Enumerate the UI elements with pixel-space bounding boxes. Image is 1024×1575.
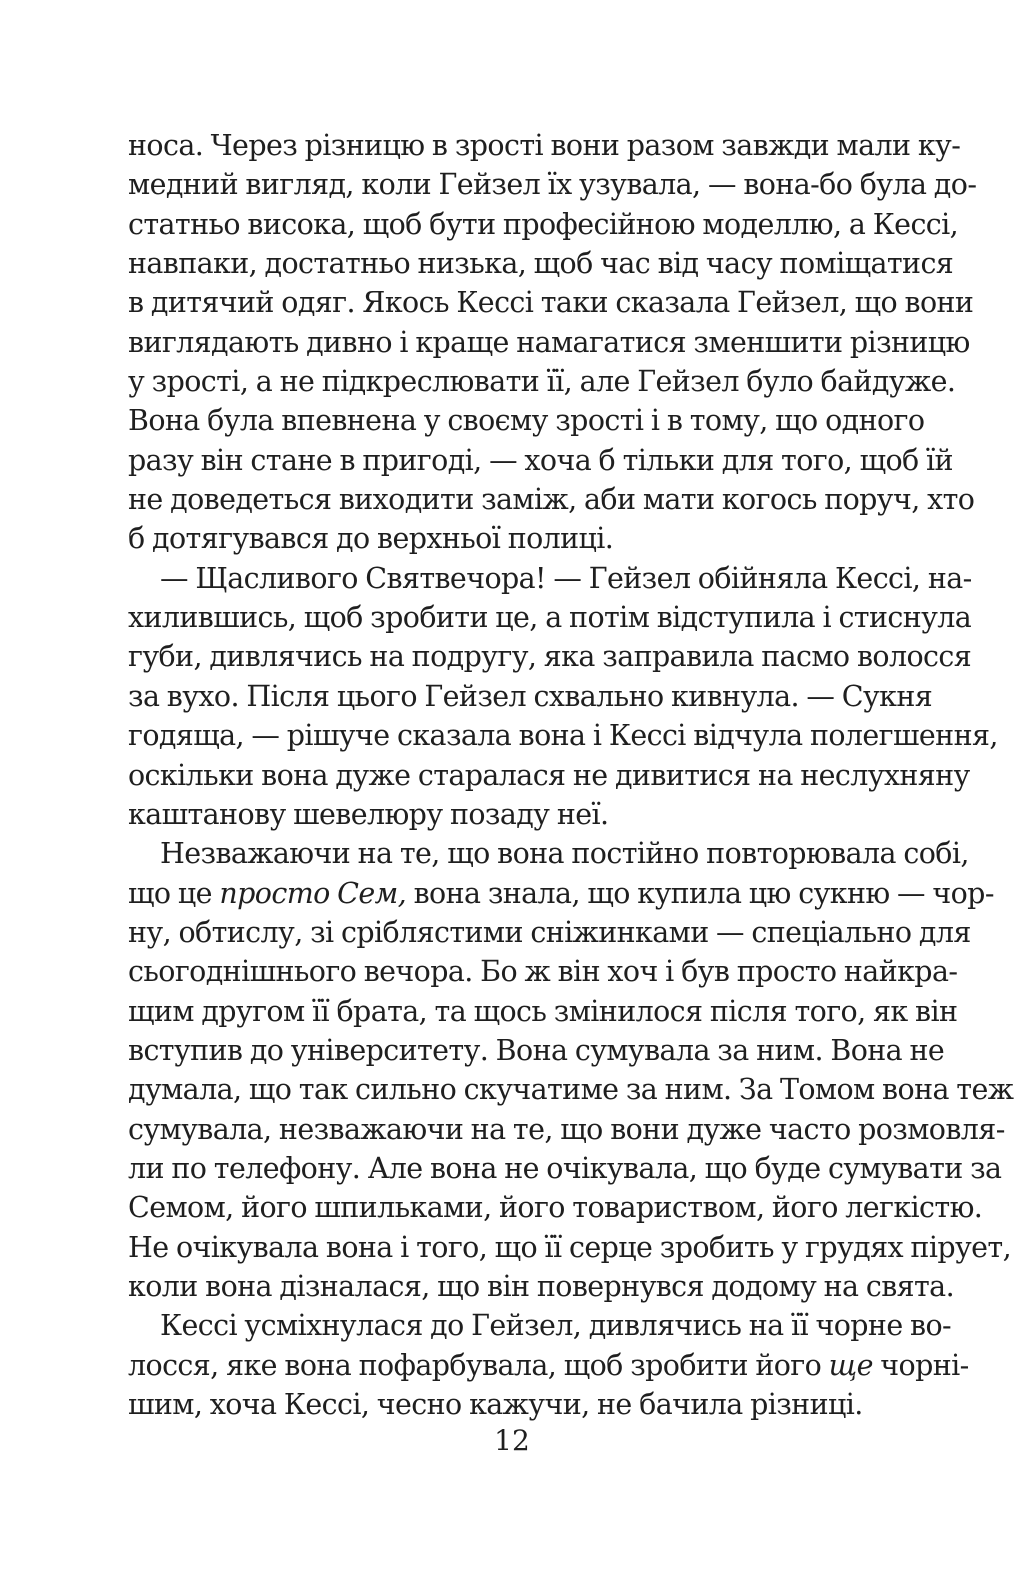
text-segment: б дотягувався до верхньої полиці. bbox=[128, 522, 614, 556]
text-line bbox=[128, 756, 970, 795]
text-line bbox=[128, 519, 903, 558]
text-line bbox=[128, 126, 961, 165]
text-segment: вона знала, що купила цю сукню — чор- bbox=[406, 876, 994, 910]
italic-text: ще bbox=[828, 1348, 873, 1382]
text-segment: думала, що так сильно скучатиме за ним. За Томом вона теж bbox=[128, 1073, 1014, 1107]
body-text bbox=[128, 126, 1014, 1424]
text-segment: сумувала, незважаючи на те, що вони дуже часто розмовля- bbox=[128, 1112, 1005, 1146]
text-line bbox=[128, 913, 971, 952]
text-line bbox=[128, 1149, 1002, 1188]
text-segment: разу він стане в пригоді, — хоча б тільки для того, щоб їй bbox=[128, 443, 953, 477]
text-line bbox=[128, 598, 972, 637]
text-segment: оскільки вона дуже старалася не дивитися на неслухняну bbox=[128, 758, 970, 792]
page-number: 12 bbox=[494, 1424, 530, 1457]
text-segment: Вона була впевнена у своєму зрості і в тому, що одного bbox=[128, 404, 925, 438]
text-segment: Не очікувала вона і того, що її серце зробить у грудях пірует, bbox=[128, 1230, 1012, 1264]
text-line bbox=[128, 1188, 983, 1227]
text-segment: в дитячий одяг. Якось Кессі таки сказала Гейзел, що вони bbox=[128, 286, 974, 320]
paragraph bbox=[128, 126, 977, 559]
text-line bbox=[128, 362, 956, 401]
text-segment: Семом, його шпильками, його товариством, його легкістю. bbox=[128, 1191, 983, 1225]
text-line bbox=[128, 874, 994, 913]
text-segment: носа. Через різницю в зрості вони разом завжди мали ку- bbox=[128, 129, 961, 162]
text-line bbox=[128, 1346, 969, 1385]
text-line bbox=[128, 283, 974, 322]
text-segment: за вухо. Після цього Гейзел схвально кивнула. — Сукня bbox=[128, 679, 933, 713]
italic-text: просто Сем, bbox=[219, 876, 407, 910]
text-segment: шим, хоча Кессі, чесно кажучи, не бачила різниці. bbox=[128, 1388, 863, 1421]
text-line bbox=[128, 323, 970, 362]
text-line bbox=[128, 1110, 1005, 1149]
text-segment: щим другом її брата, та щось змінилося після того, як він bbox=[128, 994, 958, 1028]
text-line bbox=[128, 1385, 903, 1424]
text-line bbox=[128, 1306, 952, 1345]
text-line bbox=[128, 834, 969, 873]
text-line bbox=[128, 795, 903, 834]
text-segment: виглядають дивно і краще намагатися зменшити різницю bbox=[128, 325, 970, 359]
text-line bbox=[128, 992, 958, 1031]
text-line bbox=[128, 637, 972, 676]
text-segment: медний вигляд, коли Гейзел їх узувала, — вона-бо була до- bbox=[128, 168, 977, 202]
paragraph bbox=[128, 834, 1014, 1306]
text-segment: губи, дивлячись на подругу, яка заправила пасмо волосся bbox=[128, 640, 972, 674]
text-segment: навпаки, достатньо низька, щоб час від часу поміщатися bbox=[128, 247, 954, 281]
text-line bbox=[128, 1070, 1014, 1109]
text-line bbox=[128, 716, 998, 755]
text-segment: хилившись, щоб зробити це, а потім відступила і стиснула bbox=[128, 601, 972, 635]
text-segment: що це bbox=[128, 876, 220, 910]
text-segment: каштанову шевелюру позаду неї. bbox=[128, 797, 609, 831]
text-segment: ну, обтислу, зі сріблястими сніжинками — спеціально для bbox=[128, 915, 971, 949]
text-segment: статньо висока, щоб бути професійною моделлю, а Кессі, bbox=[128, 207, 959, 241]
text-segment: годяща, — рішуче сказала вона і Кессі відчула полегшення, bbox=[128, 719, 998, 753]
paragraph bbox=[128, 1306, 969, 1424]
text-segment: вступив до університету. Вона сумувала за ним. Вона не bbox=[128, 1033, 945, 1067]
text-segment: лосся, яке вона пофарбувала, щоб зробити його bbox=[128, 1348, 829, 1382]
text-segment: — Щасливого Святвечора! — Гейзел обійняла Кессі, на- bbox=[160, 561, 972, 595]
text-line bbox=[128, 559, 972, 598]
text-segment: у зрості, а не підкреслювати її, але Гейзел було байдуже. bbox=[128, 365, 956, 399]
text-line bbox=[128, 244, 954, 283]
text-segment: сьогоднішнього вечора. Бо ж він хоч і був просто найкра- bbox=[128, 955, 958, 989]
text-segment: чорні- bbox=[872, 1348, 969, 1382]
text-line bbox=[128, 205, 959, 244]
text-line bbox=[128, 441, 953, 480]
text-line bbox=[128, 480, 975, 519]
text-line bbox=[128, 401, 925, 440]
text-line bbox=[128, 1228, 1012, 1267]
text-line bbox=[128, 165, 977, 204]
text-line bbox=[128, 1031, 945, 1070]
text-line bbox=[128, 677, 933, 716]
text-segment: коли вона дізналася, що він повернувся додому на свята. bbox=[128, 1269, 955, 1303]
text-segment: Кессі усміхнулася до Гейзел, дивлячись на її чорне во- bbox=[160, 1309, 952, 1343]
text-segment: не доведеться виходити заміж, аби мати когось поруч, хто bbox=[128, 483, 975, 517]
text-line bbox=[128, 1267, 955, 1306]
text-line bbox=[128, 952, 958, 991]
text-segment: ли по телефону. Але вона не очікувала, що буде сумувати за bbox=[128, 1151, 1002, 1185]
text-segment: Незважаючи на те, що вона постійно повторювала собі, bbox=[160, 837, 969, 871]
paragraph bbox=[128, 559, 998, 834]
